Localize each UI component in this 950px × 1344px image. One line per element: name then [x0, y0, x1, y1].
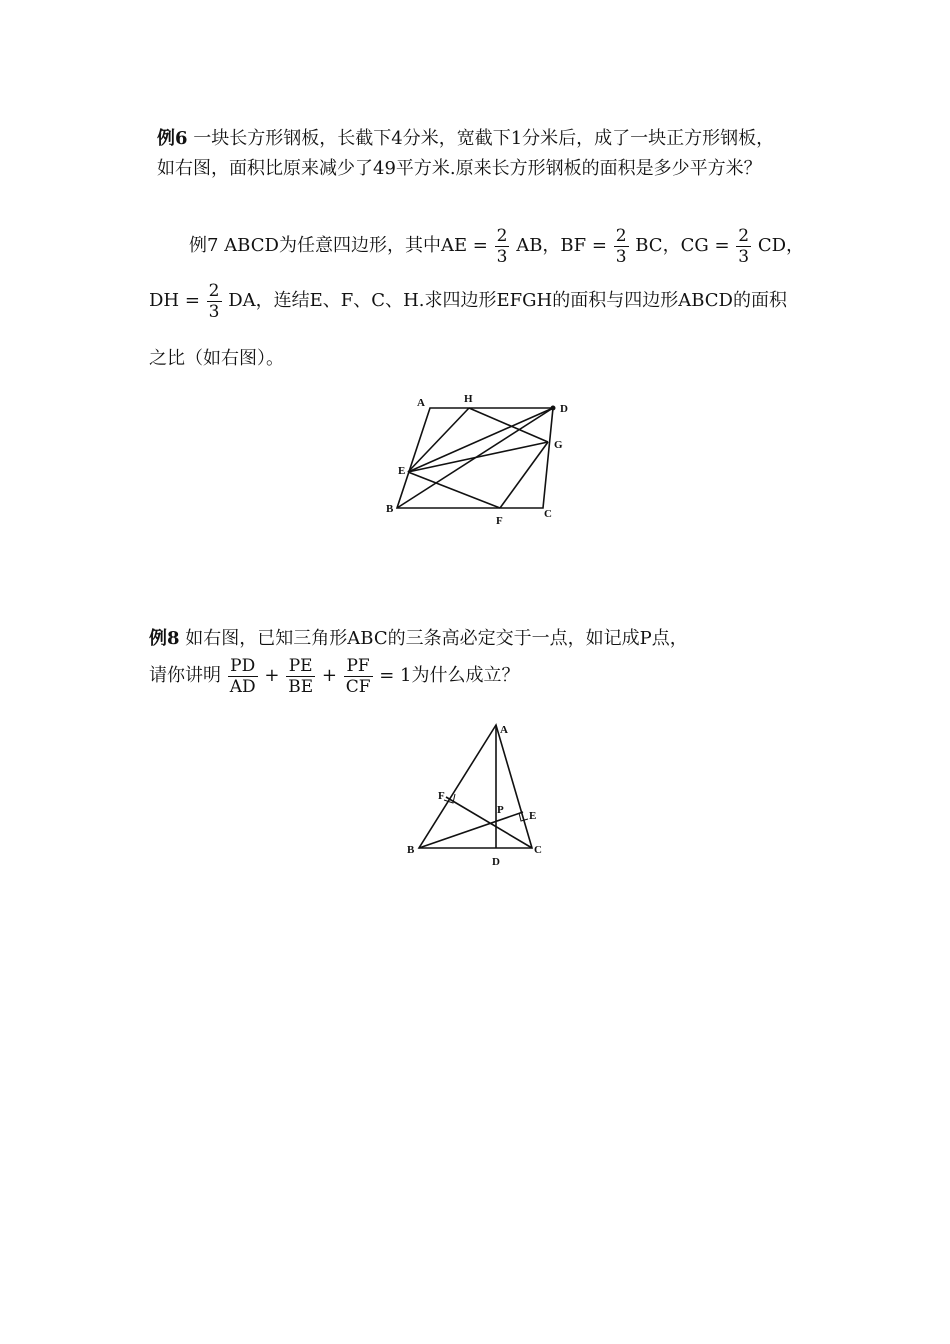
- segment-eg: [408, 442, 548, 472]
- label-b: B: [386, 503, 394, 515]
- fraction-dh: $\frac{2}{3}$: [208, 280, 220, 322]
- label-d: D: [560, 403, 568, 415]
- fraction-cg: $\frac{2}{3}$: [738, 225, 750, 267]
- label-c: C: [534, 844, 542, 856]
- point-d: [551, 406, 556, 411]
- segment-he: [408, 408, 469, 472]
- example-7-line-2: [149, 277, 787, 325]
- label-f: F: [496, 515, 503, 527]
- label-p: P: [497, 804, 504, 816]
- altitude-be: [419, 812, 523, 848]
- example-7-text-6: DA，连结E、F、C、H.求四边形EFGH的面积与四边形ABCD的面积: [228, 290, 787, 311]
- fraction-bf: $\frac{2}{3}$: [615, 225, 627, 267]
- label-d: D: [492, 856, 500, 868]
- example-6-text-1: 一块长方形钢板，长截下4分米，宽截下1分米后，成了一块正方形钢板，: [193, 128, 775, 149]
- quadrilateral-figure: [380, 390, 580, 530]
- example-8-text-1: 如右图，已知三角形ABC的三条高必定交于一点，如记成P点，: [185, 628, 688, 649]
- example-6-line-1: [157, 127, 774, 151]
- triangle-figure: [400, 715, 560, 875]
- example-7-text-2: AB，BF =: [516, 235, 607, 256]
- plus-sign: +: [264, 665, 280, 686]
- label-a: A: [417, 397, 425, 409]
- example-8-line-1: [149, 627, 688, 651]
- segment-fg: [500, 442, 548, 508]
- label-e: E: [529, 810, 537, 822]
- example-8-text-pre: 请你讲明: [149, 665, 221, 686]
- segment-ed: [408, 408, 553, 472]
- example-7-label: 例7: [189, 235, 219, 256]
- example-6-label: 例6: [157, 128, 188, 149]
- fraction-pf-cf: $\frac{PF}{CF}$: [345, 655, 371, 697]
- fraction-pd-ad: $\frac{PD}{AD}$: [229, 655, 256, 697]
- example-7-text-4: CD，: [757, 235, 805, 256]
- plus-sign: +: [321, 665, 337, 686]
- example-7-text-3: BC，CG =: [635, 235, 730, 256]
- label-f: F: [438, 790, 445, 802]
- example-8-label: 例8: [149, 628, 180, 649]
- example-6-text-2: 如右图，面积比原来减少了49平方米.原来长方形钢板的面积是多少平方米？: [157, 158, 762, 179]
- label-h: H: [464, 393, 473, 405]
- example-7-text-5: DH =: [149, 290, 200, 311]
- label-g: G: [554, 439, 563, 451]
- fraction-pe-be: $\frac{PE}{BE}$: [288, 655, 314, 697]
- example-7-text-7: 之比（如右图）。: [149, 348, 284, 369]
- segment-ef: [408, 472, 500, 508]
- triangle-abc: [419, 725, 532, 848]
- label-a: A: [500, 724, 508, 736]
- label-e: E: [398, 465, 406, 477]
- fraction-ae: $\frac{2}{3}$: [496, 225, 508, 267]
- example-7-text-1: ABCD为任意四边形，其中AE =: [224, 235, 488, 256]
- label-b: B: [407, 844, 415, 856]
- example-8-text-post: = 1为什么成立？: [379, 665, 520, 686]
- label-c: C: [544, 508, 552, 520]
- example-7-line-1: [189, 222, 804, 270]
- example-8-line-2: [149, 652, 520, 700]
